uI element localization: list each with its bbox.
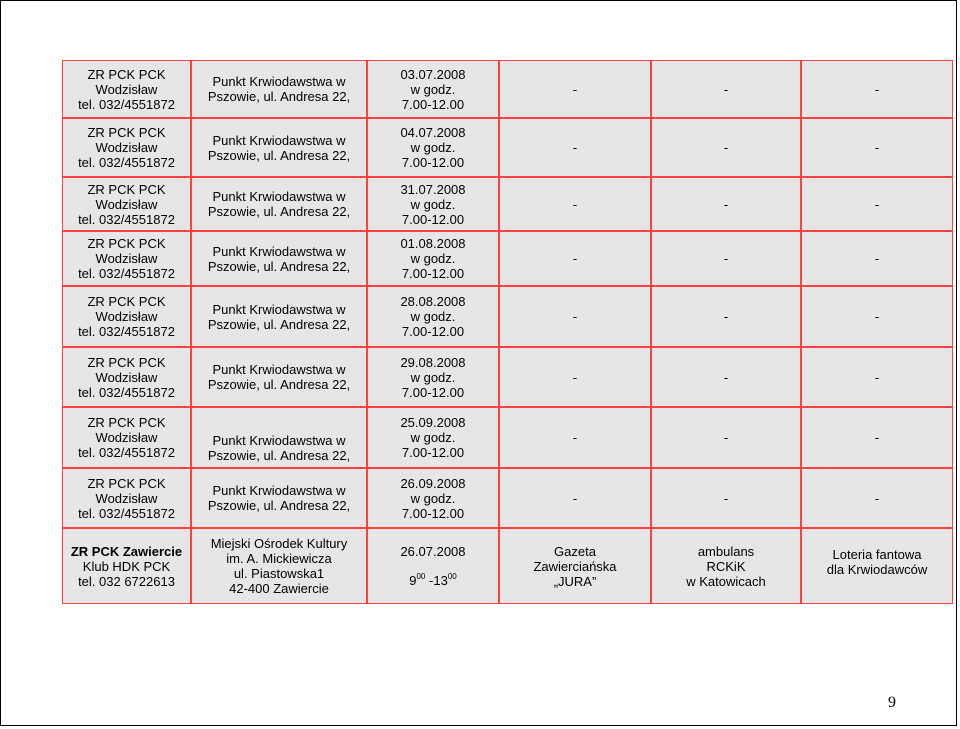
organizer-cell-line: Wodzisław — [95, 369, 158, 385]
organizer-cell-line: ZR PCK PCK — [87, 415, 166, 430]
date-cell-line: 29.08.2008 — [400, 354, 466, 370]
page-number: 9 — [888, 694, 896, 711]
time-end-hour: 13 — [433, 573, 448, 588]
table-row — [62, 177, 953, 231]
spacer — [370, 559, 496, 573]
medical-cell: - — [651, 118, 801, 177]
organizer-cell — [62, 468, 191, 528]
location-cell — [191, 407, 367, 468]
location-cell-line: 42-400 Zawiercie — [229, 581, 329, 596]
extra-cell-line: Loteria fantowa — [832, 547, 922, 562]
date-cell-line: 7.00-12.00 — [401, 266, 465, 281]
location-cell-line: Pszowie, ul. Andresa 22, — [207, 448, 351, 463]
extra-cell-line: dla Krwiodawców — [826, 562, 928, 577]
location-cell — [191, 286, 367, 347]
date-cell — [367, 468, 499, 528]
extra-cell: - — [801, 60, 953, 118]
time-range — [370, 573, 496, 588]
date-cell — [367, 407, 499, 468]
location-cell-line: Punkt Krwiodawstwa w — [212, 74, 346, 89]
organizer-cell-line: Wodzisław — [95, 251, 158, 266]
organizer-cell — [62, 60, 191, 118]
location-cell-line: Punkt Krwiodawstwa w — [212, 189, 346, 204]
media-cell: - — [499, 60, 651, 118]
date-cell-line: 04.07.2008 — [400, 125, 466, 140]
location-cell-line: Pszowie, ul. Andresa 22, — [207, 258, 351, 274]
date-cell-line: 7.00-12.00 — [401, 155, 465, 170]
table-row — [62, 60, 953, 118]
date-cell-line: 7.00-12.00 — [401, 384, 465, 400]
date-cell — [367, 177, 499, 231]
organizer-cell-line: Klub HDK PCK — [82, 558, 171, 574]
date-cell — [367, 347, 499, 407]
date-cell-line: 7.00-12.00 — [401, 505, 465, 521]
organizer-cell-line: Wodzisław — [95, 196, 158, 212]
medical-cell: - — [651, 286, 801, 347]
organizer-cell — [62, 528, 191, 604]
organizer-cell-line: Wodzisław — [95, 81, 158, 97]
organizer-cell-line: Wodzisław — [95, 490, 158, 506]
media-cell: - — [499, 407, 651, 468]
organizer-cell — [62, 286, 191, 347]
medical-cell: - — [651, 407, 801, 468]
location-cell-line: Punkt Krwiodawstwa w — [212, 132, 346, 148]
date-cell-line: 28.08.2008 — [400, 294, 466, 309]
date-cell-line: 7.00-12.00 — [401, 211, 465, 227]
medical-cell-line: ambulans — [697, 543, 755, 559]
organizer-cell-line: ZR PCK PCK — [87, 66, 166, 82]
organizer-cell — [62, 118, 191, 177]
organizer-cell — [62, 231, 191, 286]
table-row — [62, 468, 953, 528]
date-cell — [367, 60, 499, 118]
date-cell-line: w godz. — [410, 430, 456, 445]
location-cell — [191, 118, 367, 177]
location-cell-line: Pszowie, ul. Andresa 22, — [207, 89, 351, 104]
media-cell: - — [499, 468, 651, 528]
organizer-cell-line: Wodzisław — [95, 309, 158, 324]
location-cell — [191, 177, 367, 231]
table-row — [62, 407, 953, 468]
organizer-cell-line: tel. 032/4551872 — [78, 96, 175, 112]
medical-cell-line: RCKiK — [706, 558, 746, 574]
location-cell — [191, 60, 367, 118]
time-end-minute: 00 — [447, 572, 457, 581]
media-cell: - — [499, 177, 651, 231]
organizer-cell-line: tel. 032/4551872 — [78, 266, 175, 281]
location-cell-line: Pszowie, ul. Andresa 22, — [207, 147, 351, 163]
location-cell-line: Pszowie, ul. Andresa 22, — [207, 498, 351, 513]
date-cell-line: 01.08.2008 — [400, 236, 466, 251]
media-cell-line: Gazeta — [554, 543, 596, 559]
location-cell — [191, 528, 367, 604]
table-row — [62, 347, 953, 407]
medical-cell-line: w Katowicach — [686, 573, 766, 589]
time-start-hour: 9 — [409, 573, 417, 588]
date-value: 26.07.2008 — [400, 544, 466, 559]
extra-cell — [801, 528, 953, 604]
date-cell-line: 7.00-12.00 — [401, 445, 465, 460]
extra-cell: - — [801, 468, 953, 528]
location-cell-line: Pszowie, ul. Andresa 22, — [207, 377, 351, 392]
medical-cell: - — [651, 177, 801, 231]
blood-donation-schedule-table — [62, 60, 953, 604]
organizer-cell — [62, 347, 191, 407]
date-cell-line: 25.09.2008 — [400, 415, 466, 430]
date-cell-line: w godz. — [410, 490, 456, 506]
extra-cell: - — [801, 231, 953, 286]
location-cell — [191, 347, 367, 407]
location-cell-line: ul. Piastowska1 — [233, 566, 325, 581]
organizer-cell-line: ZR PCK PCK — [87, 294, 166, 309]
medical-cell — [651, 528, 801, 604]
location-cell-line: Pszowie, ul. Andresa 22, — [207, 316, 351, 332]
table-row — [62, 286, 953, 347]
medical-cell: - — [651, 60, 801, 118]
table-row — [62, 118, 953, 177]
organizer-cell-line: tel. 032/4551872 — [78, 155, 175, 170]
organizer-cell — [62, 177, 191, 231]
date-cell-line: 7.00-12.00 — [401, 324, 465, 339]
date-cell-line: w godz. — [410, 81, 456, 97]
date-cell-line: 03.07.2008 — [400, 66, 466, 82]
media-cell-line: Zawierciańska — [533, 558, 617, 574]
time-separator: - — [429, 573, 434, 588]
media-cell: - — [499, 118, 651, 177]
organizer-cell-line: ZR PCK PCK — [87, 236, 166, 251]
date-cell-line: w godz. — [410, 309, 456, 324]
location-cell — [191, 468, 367, 528]
organizer-cell-line: tel. 032/4551872 — [78, 445, 175, 460]
extra-cell: - — [801, 407, 953, 468]
date-cell-line: w godz. — [410, 196, 456, 212]
date-cell — [367, 528, 499, 604]
media-cell — [499, 528, 651, 604]
media-cell: - — [499, 347, 651, 407]
date-cell-line: w godz. — [410, 251, 456, 266]
extra-cell: - — [801, 286, 953, 347]
organizer-cell-line: ZR PCK PCK — [87, 181, 166, 197]
location-cell-line: Punkt Krwiodawstwa w — [212, 243, 346, 259]
date-cell-line: 7.00-12.00 — [401, 96, 465, 112]
organizer-cell-line: tel. 032/4551872 — [78, 324, 175, 339]
date-cell — [367, 286, 499, 347]
organizer-cell-line: tel. 032 6722613 — [78, 573, 175, 589]
location-cell-line: Pszowie, ul. Andresa 22, — [207, 204, 351, 219]
organizer-cell-line: tel. 032/4551872 — [78, 211, 175, 227]
date-cell-line: 26.09.2008 — [400, 475, 466, 491]
organizer-cell — [62, 407, 191, 468]
medical-cell: - — [651, 468, 801, 528]
extra-cell: - — [801, 347, 953, 407]
media-cell-line: „JURA” — [553, 573, 597, 589]
location-cell — [191, 231, 367, 286]
organizer-cell-line: ZR PCK PCK — [87, 125, 166, 140]
location-cell-line: Punkt Krwiodawstwa w — [212, 362, 346, 377]
location-cell-line: im. A. Mickiewicza — [226, 551, 332, 566]
date-cell — [367, 118, 499, 177]
media-cell: - — [499, 231, 651, 286]
medical-cell: - — [651, 347, 801, 407]
organizer-cell-line: tel. 032/4551872 — [78, 505, 175, 521]
date-cell — [367, 231, 499, 286]
time-start-minute: 00 — [416, 572, 426, 581]
organizer-cell-line: ZR PCK Zawiercie — [70, 543, 183, 559]
location-cell-line: Punkt Krwiodawstwa w — [212, 433, 346, 448]
media-cell: - — [499, 286, 651, 347]
table-row — [62, 231, 953, 286]
organizer-cell-line: ZR PCK PCK — [87, 475, 166, 491]
organizer-cell-line: tel. 032/4551872 — [78, 384, 175, 400]
location-cell-line: Punkt Krwiodawstwa w — [212, 301, 346, 317]
table-row — [62, 528, 953, 604]
extra-cell: - — [801, 177, 953, 231]
medical-cell: - — [651, 231, 801, 286]
location-cell-line: Miejski Ośrodek Kultury — [210, 536, 348, 551]
location-cell-line: Punkt Krwiodawstwa w — [212, 483, 346, 498]
extra-cell: - — [801, 118, 953, 177]
date-cell-line: 31.07.2008 — [400, 181, 466, 197]
date-cell-line: w godz. — [410, 140, 456, 155]
organizer-cell-line: Wodzisław — [95, 430, 158, 445]
organizer-cell-line: Wodzisław — [95, 140, 158, 155]
organizer-cell-line: ZR PCK PCK — [87, 354, 166, 370]
date-cell-line: w godz. — [410, 369, 456, 385]
